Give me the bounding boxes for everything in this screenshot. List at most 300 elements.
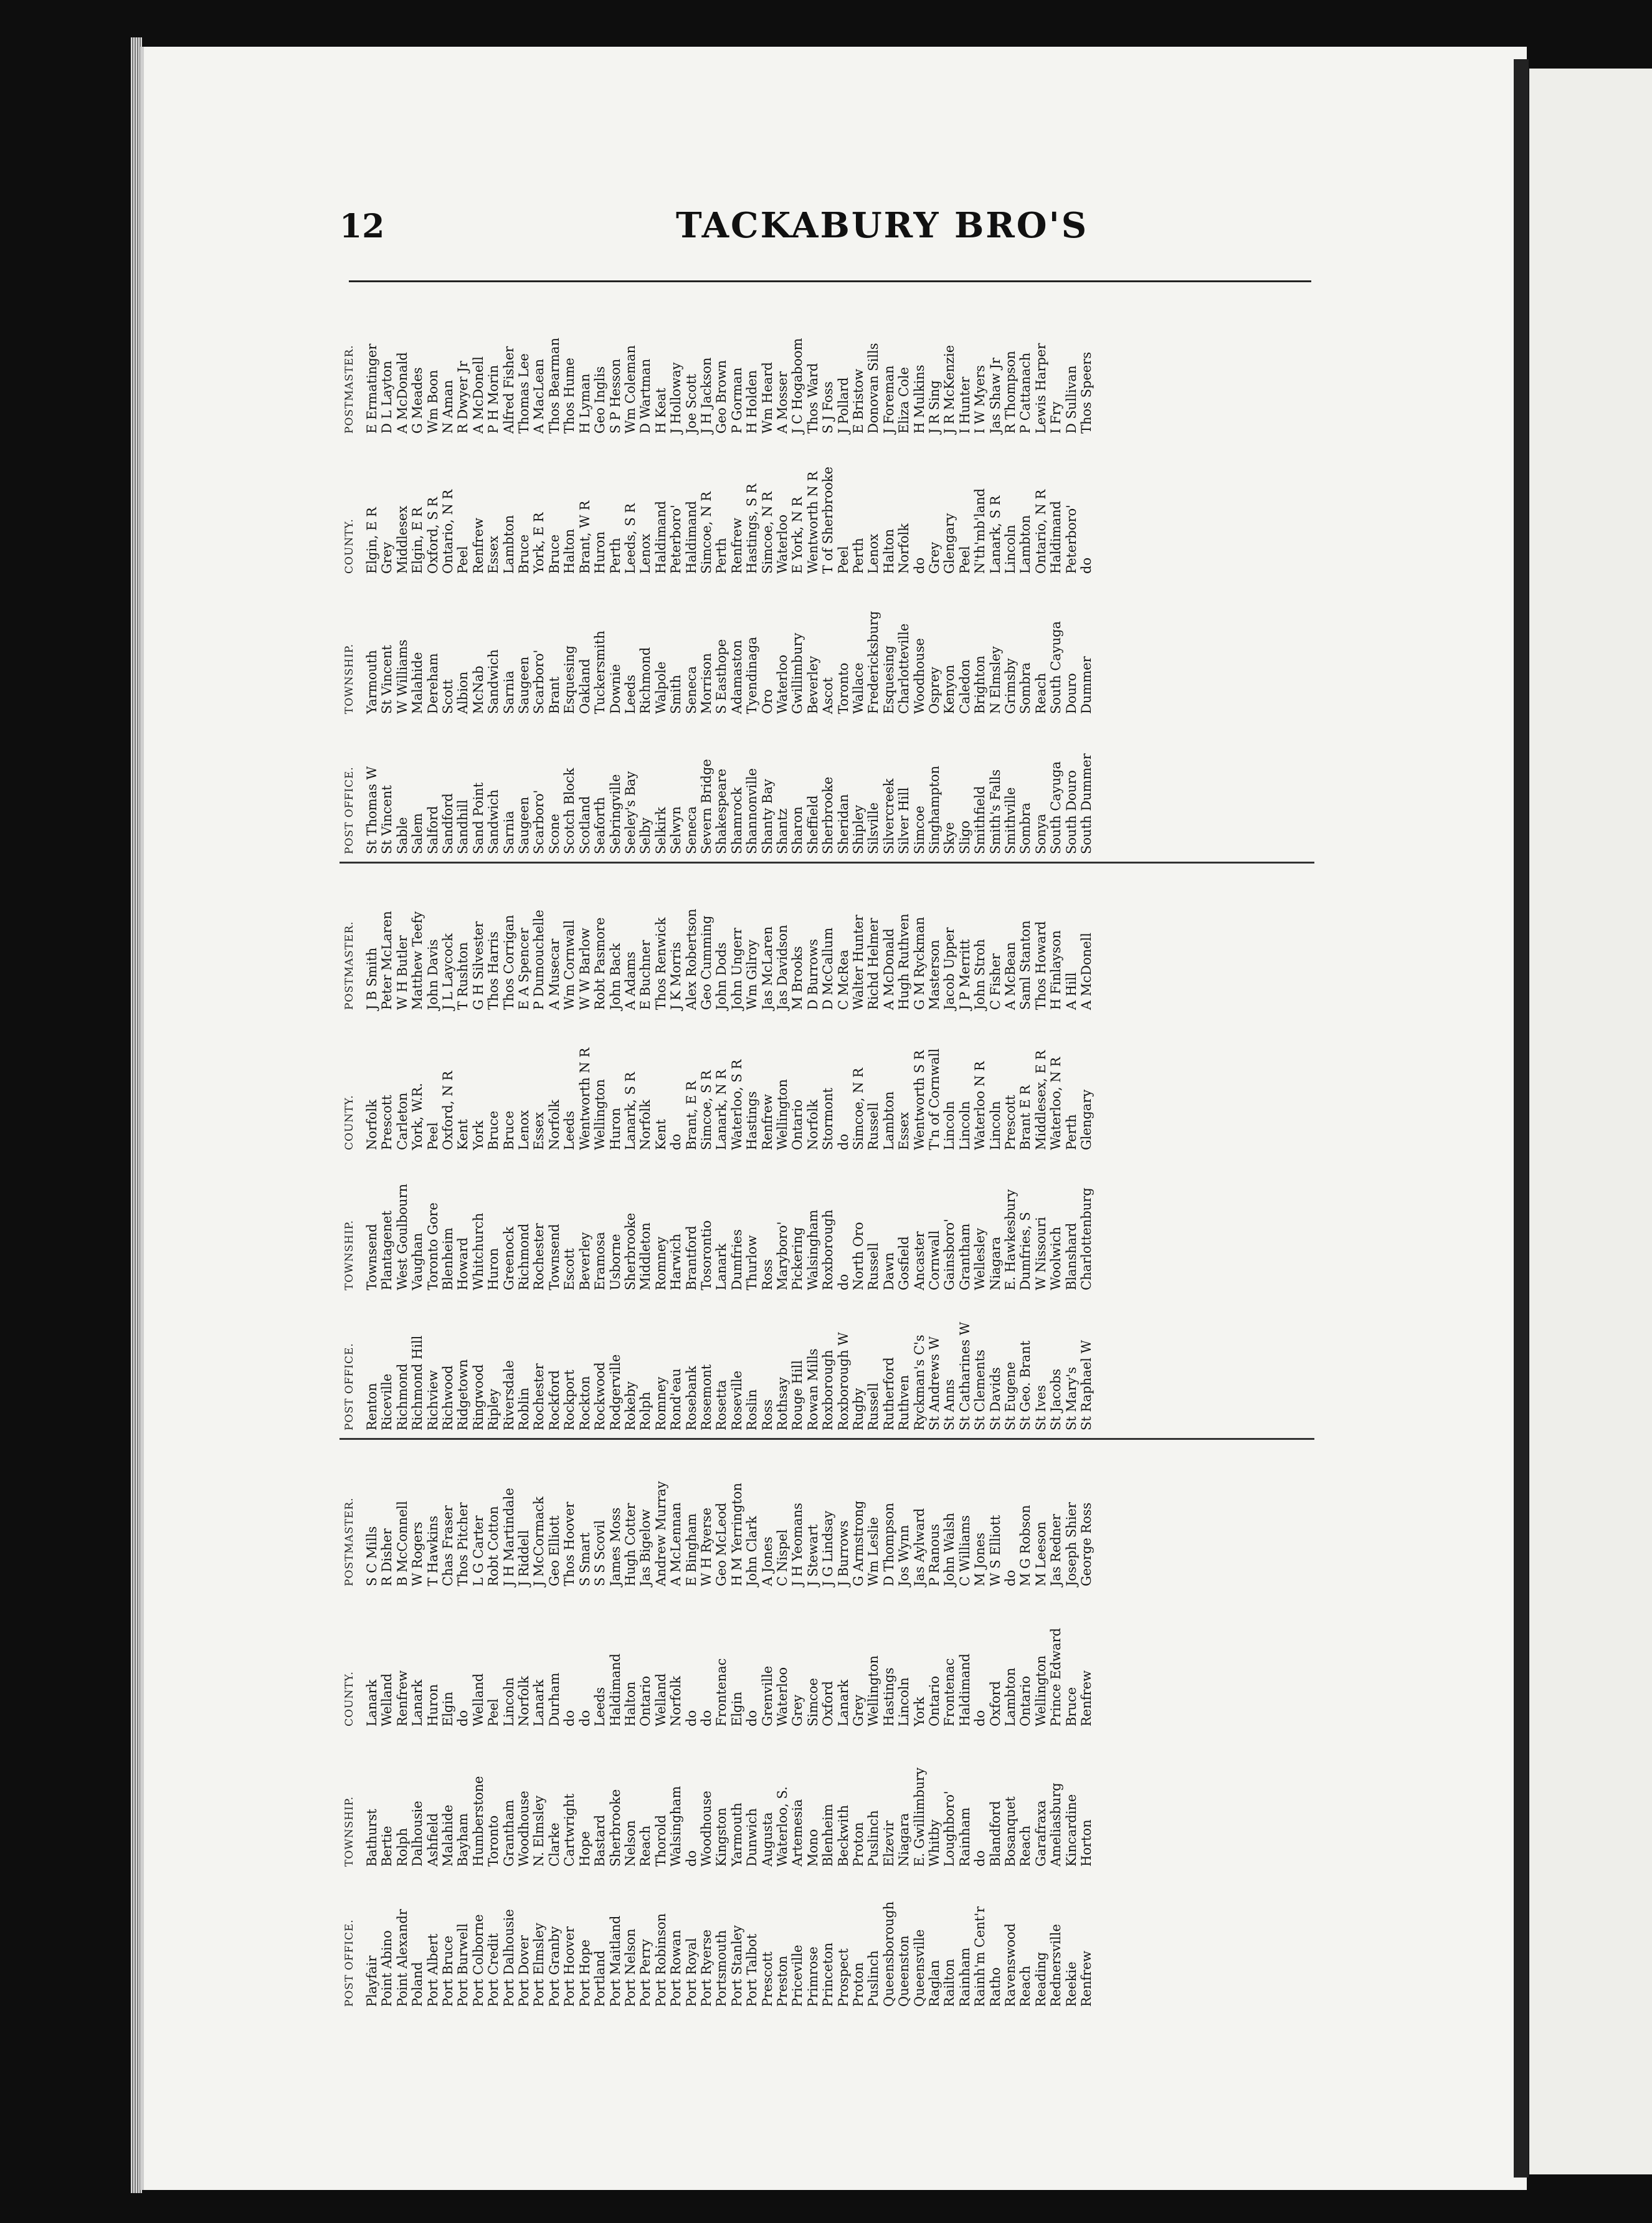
cell-postmaster: Wm Leslie	[866, 1516, 881, 1586]
table-row	[714, 1449, 729, 2009]
cell-township: Charlotteville	[896, 623, 912, 714]
book-gutter	[1514, 59, 1529, 2178]
cell-township: Horton	[1079, 1819, 1094, 1867]
table-row	[592, 296, 607, 857]
table-row	[957, 296, 972, 857]
cell-township: St Vincent	[379, 645, 395, 714]
table-row	[592, 872, 607, 1433]
cell-township: Scarboro'	[531, 649, 547, 714]
cell-post-office: Rosebank	[683, 1366, 699, 1430]
cell-township: Kincardine	[1063, 1794, 1079, 1867]
cell-postmaster: J R McKenzie	[942, 345, 957, 434]
cell-postmaster: G H Silvester	[470, 921, 486, 1010]
cell-post-office: Ridgetown	[455, 1359, 471, 1430]
cell-post-office: Rowan Mills	[805, 1348, 820, 1430]
cell-township: Rainham	[957, 1807, 972, 1867]
column-header-postmaster: POSTMASTER.	[343, 921, 356, 1010]
cell-post-office: Severn Bridge	[698, 759, 714, 854]
table-row	[608, 1449, 623, 2009]
cell-post-office: Selwyn	[668, 806, 684, 854]
cell-post-office: Port Colborne	[470, 1914, 486, 2007]
cell-post-office: Prescott	[759, 1951, 775, 2007]
cell-township: Roxborough	[820, 1209, 836, 1290]
table-row	[1018, 1449, 1033, 2009]
cell-county: Wellington	[592, 1078, 608, 1150]
cell-postmaster: H M Yerrington	[729, 1482, 744, 1586]
table-row	[851, 1449, 866, 2009]
cell-post-office: Richview	[425, 1370, 440, 1430]
table-row	[988, 1449, 1003, 2009]
cell-post-office: Reekie	[1063, 1961, 1079, 2007]
cell-post-office: Port Bruce	[440, 1935, 456, 2007]
cell-post-office: Sandford	[440, 793, 456, 854]
cell-postmaster: Andrew Murray	[653, 1481, 668, 1586]
table-row	[608, 296, 623, 857]
cell-postmaster: Thos Renwick	[653, 917, 668, 1010]
cell-post-office: Roxborough W	[835, 1332, 851, 1430]
table-row	[531, 1449, 546, 2009]
table-row	[638, 872, 653, 1433]
cell-township: Waterloo, S.	[774, 1786, 790, 1867]
cell-county: Lincoln	[896, 1677, 912, 1726]
cell-postmaster: W W Barlow	[577, 928, 592, 1010]
cell-county: Waterloo N R	[972, 1061, 988, 1150]
cell-county: Huron	[592, 531, 608, 574]
cell-postmaster: M Jones	[972, 1533, 988, 1586]
cell-county: do	[911, 557, 927, 574]
table-row	[379, 296, 394, 857]
cell-postmaster: P Ranous	[927, 1523, 942, 1586]
cell-county: Perth	[714, 538, 729, 574]
table-row	[501, 872, 516, 1433]
cell-postmaster: Hugh Cotter	[622, 1503, 638, 1586]
cell-postmaster: J H Jackson	[698, 357, 714, 434]
cell-post-office: Rockton	[577, 1376, 592, 1430]
header-rule	[349, 280, 1311, 282]
cell-township: Tyendinaga	[744, 637, 760, 714]
cell-county: York	[470, 1120, 486, 1150]
cell-county: York, E R	[531, 512, 547, 574]
cell-postmaster: Geo Brown	[714, 359, 729, 434]
cell-county: Brant E R	[1018, 1085, 1033, 1150]
table-row	[562, 296, 577, 857]
directory-table	[339, 296, 1094, 857]
cell-township: Caledon	[957, 659, 972, 714]
cell-township: Sandwich	[486, 649, 501, 714]
column-header-county: COUNTY.	[343, 1095, 356, 1150]
cell-township: Bayham	[455, 1813, 471, 1867]
table-row	[440, 296, 455, 857]
cell-county: Oxford, N R	[440, 1070, 456, 1150]
cell-post-office: Salford	[425, 806, 440, 854]
cell-postmaster: A Mosser	[774, 371, 790, 434]
cell-postmaster: Jas Shaw Jr	[987, 358, 1003, 434]
table-row	[471, 872, 486, 1433]
cell-township: Dalhousie	[410, 1801, 425, 1867]
cell-postmaster: E Ermatinger	[364, 343, 379, 434]
cell-township: North Oro	[851, 1222, 866, 1290]
cell-postmaster: R Disher	[379, 1528, 395, 1586]
cell-postmaster: J K Morris	[668, 941, 684, 1010]
table-row	[501, 1449, 516, 2009]
cell-postmaster: John Ungerr	[729, 928, 744, 1010]
cell-township: South Cayuga	[1048, 621, 1064, 714]
table-row	[410, 296, 425, 857]
cell-township: Woodhouse	[911, 638, 927, 714]
cell-county: Renfrew	[394, 1670, 410, 1726]
cell-township: Reach	[1033, 672, 1048, 714]
cell-post-office: Ratho	[987, 1967, 1003, 2007]
cell-postmaster: J P Merritt	[957, 939, 972, 1010]
cell-postmaster: J R Sing	[927, 380, 942, 434]
column-header-township: TOWNSHIP.	[343, 643, 356, 714]
cell-county: Wentworth N R	[805, 471, 820, 574]
cell-postmaster: S J Foss	[820, 381, 836, 434]
column-header-county: COUNTY.	[343, 518, 356, 574]
cell-postmaster: J McCormack	[531, 1496, 547, 1586]
cell-post-office: Sonya	[1033, 814, 1048, 854]
cell-township: Vaughan	[410, 1232, 425, 1290]
cell-postmaster: A McDonell	[470, 356, 486, 434]
cell-county: Grenville	[759, 1665, 775, 1726]
table-row	[896, 1449, 911, 2009]
table-row	[455, 1449, 470, 2009]
cell-county: York, W.R.	[410, 1083, 425, 1150]
cell-post-office: Scotland	[577, 796, 592, 854]
table-row	[516, 872, 531, 1433]
cell-township: Blanshard	[1063, 1222, 1079, 1290]
cell-county: Bruce	[486, 1110, 501, 1150]
table-row	[471, 296, 486, 857]
cell-post-office: Rockford	[546, 1370, 562, 1430]
cell-township: Howard	[455, 1237, 471, 1290]
table-row	[927, 296, 942, 857]
cell-county: do	[668, 1133, 684, 1150]
cell-county: Essex	[486, 535, 501, 574]
cell-township: do	[972, 1850, 988, 1867]
cell-postmaster: G M Ryckman	[911, 916, 927, 1010]
cell-post-office: Port Ryerse	[698, 1929, 714, 2007]
cell-county: do	[972, 1710, 988, 1726]
cell-postmaster: R Dwyer Jr	[455, 361, 471, 434]
cell-post-office: Sheffield	[805, 795, 820, 854]
table-row	[912, 296, 927, 857]
cell-post-office: Port Robinson	[653, 1913, 668, 2007]
cell-township: Sombra	[1018, 662, 1033, 714]
cell-postmaster: M G Robson	[1018, 1505, 1033, 1586]
table-row	[972, 872, 987, 1433]
cell-township: Gainsboro'	[942, 1219, 957, 1290]
cell-township: Russell	[866, 1242, 881, 1290]
cell-post-office: Reading	[1033, 1952, 1048, 2007]
table-row	[927, 872, 942, 1433]
cell-postmaster: Jas McLaren	[759, 926, 775, 1010]
cell-county: Wentworth N R	[577, 1047, 592, 1150]
table-row	[942, 872, 957, 1433]
table-row	[1079, 872, 1094, 1433]
cell-post-office: Sarnia	[501, 811, 516, 854]
table-row	[957, 1449, 972, 2009]
cell-county: Lanark	[410, 1679, 425, 1726]
cell-postmaster: E Buchner	[638, 940, 653, 1010]
cell-county: Perth	[607, 538, 623, 574]
cell-post-office: Rockport	[562, 1369, 577, 1430]
cell-post-office: Rolph	[638, 1391, 653, 1430]
table-row	[881, 1449, 896, 2009]
cell-township: Humberstone	[470, 1776, 486, 1867]
table-row	[1064, 296, 1079, 857]
cell-county: Welland	[470, 1673, 486, 1726]
page-number: 12	[339, 207, 385, 245]
cell-post-office: Seneca	[683, 806, 699, 854]
cell-postmaster: Alex Robertson	[683, 908, 699, 1010]
cell-township: Niagara	[987, 1236, 1003, 1290]
cell-county: Peterboro'	[1063, 504, 1079, 574]
cell-county: Norfolk	[896, 523, 912, 574]
cell-postmaster: D Wartman	[638, 358, 653, 434]
cell-county: Simcoe, N R	[851, 1067, 866, 1150]
cell-postmaster: Jacob Upper	[942, 927, 957, 1010]
table-row	[440, 1449, 455, 2009]
cell-post-office: St Catharines W	[957, 1321, 972, 1430]
cell-township: Ashfield	[425, 1812, 440, 1867]
cell-county: Essex	[531, 1112, 547, 1150]
cell-township: Esquesing	[881, 645, 896, 714]
cell-post-office: Sandhill	[455, 799, 471, 854]
table-row	[760, 872, 775, 1433]
cell-post-office: Port Granby	[546, 1926, 562, 2007]
table-row	[410, 872, 425, 1433]
table-row	[714, 296, 729, 857]
cell-township: Rolph	[394, 1827, 410, 1867]
cell-county: Bruce	[516, 534, 532, 574]
cell-postmaster: H Holden	[744, 369, 760, 434]
cell-postmaster: R Thompson	[1003, 351, 1018, 434]
cell-postmaster: S C Mills	[364, 1526, 379, 1586]
table-row	[1033, 872, 1048, 1433]
table-row	[805, 1449, 820, 2009]
cell-township: Maryboro'	[774, 1221, 790, 1290]
cell-county: Middlesex	[394, 505, 410, 574]
table-row	[531, 296, 546, 857]
cell-township: Adamaston	[729, 640, 744, 714]
table-row	[790, 1449, 805, 2009]
cell-county: Glengary	[942, 513, 957, 574]
cell-postmaster: Wm Boon	[425, 369, 440, 434]
cell-county: Glengary	[1079, 1089, 1094, 1150]
cell-postmaster: A McBean	[1003, 941, 1018, 1010]
cell-postmaster: P Dumouchelle	[531, 910, 547, 1010]
cell-county: Lenox	[866, 533, 881, 574]
cell-postmaster: J Holloway	[668, 362, 684, 434]
cell-postmaster: D McCallum	[820, 927, 836, 1010]
table-row	[410, 1449, 425, 2009]
cell-postmaster: J Burrows	[835, 1520, 851, 1586]
cell-county: Welland	[653, 1673, 668, 1726]
cell-post-office: St Davids	[987, 1367, 1003, 1430]
cell-postmaster: W S Elliott	[987, 1515, 1003, 1586]
cell-township: Toronto	[835, 662, 851, 714]
cell-township: Townsend	[546, 1224, 562, 1290]
cell-post-office: Renton	[364, 1383, 379, 1430]
cell-county: do	[744, 1710, 760, 1726]
cell-township: Sherbrooke	[622, 1212, 638, 1290]
cell-post-office: Port Hoover	[562, 1926, 577, 2007]
cell-post-office: St Clements	[972, 1350, 988, 1430]
cell-township: Ascot	[820, 677, 836, 714]
cell-county: Simcoe, N R	[698, 491, 714, 574]
cell-post-office: Rednersville	[1048, 1924, 1064, 2007]
column-header-township: TOWNSHIP.	[343, 1796, 356, 1867]
cell-postmaster: A McDonald	[881, 928, 896, 1010]
cell-township: Townsend	[364, 1224, 379, 1290]
cell-county: T'n of Cornwall	[927, 1048, 942, 1150]
cell-post-office: Rockwood	[592, 1362, 608, 1430]
table-row	[516, 1449, 531, 2009]
cell-post-office: Riceville	[379, 1373, 395, 1430]
cell-county: Ontario	[927, 1675, 942, 1726]
table-row	[1033, 296, 1048, 857]
table-row	[744, 296, 759, 857]
cell-post-office: St Mary's	[1063, 1367, 1079, 1430]
cell-township: Downie	[607, 664, 623, 714]
cell-township: Reach	[1018, 1825, 1033, 1867]
cell-post-office: Rainham	[957, 1947, 972, 2007]
cell-postmaster: Masterson	[927, 940, 942, 1010]
cell-township: Proton	[851, 1822, 866, 1867]
cell-township: Woodhouse	[516, 1791, 532, 1867]
cell-township: Escott	[562, 1248, 577, 1290]
cell-township: Bathurst	[364, 1809, 379, 1867]
cell-county: Ontario	[1018, 1675, 1033, 1726]
cell-township: Augusta	[759, 1812, 775, 1867]
cell-post-office: St Vincent	[379, 785, 395, 854]
cell-postmaster: N Aman	[440, 379, 456, 434]
cell-county: do	[455, 1710, 471, 1726]
table-row	[531, 872, 546, 1433]
cell-county: Waterloo	[774, 1667, 790, 1726]
table-row	[866, 296, 881, 857]
cell-post-office: Port Nelson	[622, 1928, 638, 2007]
cell-postmaster: Thos Harris	[486, 931, 501, 1010]
cell-postmaster: C McRea	[835, 950, 851, 1010]
cell-township: Lanark	[714, 1243, 729, 1290]
cell-county: Ontario	[790, 1099, 805, 1150]
cell-county: Waterloo	[774, 514, 790, 574]
cell-post-office: Sable	[394, 817, 410, 854]
cell-township: Blenheim	[440, 1227, 456, 1290]
cell-postmaster: Geo Inglis	[592, 366, 608, 434]
cell-post-office: Shamrock	[729, 787, 744, 854]
cell-county: Durham	[546, 1672, 562, 1726]
cell-county: Leeds	[592, 1687, 608, 1726]
cell-postmaster: Wm Gilroy	[744, 940, 760, 1010]
cell-township: Woolwich	[1048, 1226, 1064, 1290]
cell-township: Seneca	[683, 665, 699, 714]
cell-county: Lincoln	[942, 1101, 957, 1150]
table-row	[1048, 296, 1063, 857]
cell-postmaster: Wm Cornwall	[562, 920, 577, 1010]
cell-county: Kent	[455, 1119, 471, 1150]
cell-post-office: Ryckman's C's	[911, 1335, 927, 1430]
cell-post-office: Rodgerville	[607, 1354, 623, 1430]
table-row	[668, 872, 683, 1433]
cell-county: Peel	[486, 1698, 501, 1726]
table-row	[866, 872, 881, 1433]
table-row	[684, 296, 699, 857]
table-header-row	[339, 296, 364, 857]
cell-post-office: Sand Point	[470, 782, 486, 854]
cell-postmaster: John Davis	[425, 939, 440, 1010]
cell-county: do	[1079, 557, 1094, 574]
cell-post-office: Richwood	[440, 1365, 456, 1430]
cell-county: Huron	[425, 1683, 440, 1726]
cell-township: Beckwith	[835, 1804, 851, 1867]
cell-postmaster: Saml Stanton	[1018, 920, 1033, 1010]
cell-postmaster: A McDonell	[1079, 933, 1094, 1010]
directory-column-1	[339, 1449, 1314, 2009]
cell-postmaster: Geo Elliott	[546, 1515, 562, 1586]
table-row	[577, 872, 592, 1433]
table-row	[1018, 872, 1033, 1433]
cell-post-office: Rutherford	[881, 1357, 896, 1430]
cell-post-office: Renfrew	[1079, 1951, 1094, 2007]
cell-township: Huron	[486, 1247, 501, 1290]
table-row	[1048, 872, 1063, 1433]
table-row	[501, 296, 516, 857]
cell-county: Ontario, N R	[1033, 489, 1048, 574]
cell-township: Garafraxa	[1033, 1800, 1048, 1867]
cell-post-office: Richmond	[394, 1363, 410, 1430]
cell-post-office: Shannonville	[744, 768, 760, 854]
cell-postmaster: P Gorman	[729, 367, 744, 434]
column-header-post-office: POST OFFICE.	[343, 1343, 356, 1430]
cell-township: W Williams	[394, 639, 410, 714]
directory-column-3	[339, 296, 1314, 857]
cell-township: Bosanquet	[1003, 1796, 1018, 1867]
cell-post-office: Port Stanley	[729, 1925, 744, 2007]
cell-postmaster: George Ross	[1079, 1502, 1094, 1586]
cell-post-office: Port Rowan	[668, 1930, 684, 2007]
cell-post-office: Smithfield	[972, 786, 988, 854]
cell-post-office: Sharon	[790, 806, 805, 854]
cell-county: Wellington	[1033, 1655, 1048, 1726]
cell-post-office: Seaforth	[592, 797, 608, 854]
table-row	[729, 296, 744, 857]
table-row	[592, 1449, 607, 2009]
table-row	[699, 1449, 714, 2009]
cell-post-office: Rochester	[531, 1363, 547, 1430]
cell-county: Brant, E R	[683, 1080, 699, 1150]
directory-table	[339, 872, 1094, 1433]
table-row	[638, 1449, 653, 2009]
column-header-county: COUNTY.	[343, 1671, 356, 1726]
table-header-row	[339, 872, 364, 1433]
cell-postmaster: Thomas Lee	[516, 353, 532, 434]
cell-post-office: Port Burwell	[455, 1923, 471, 2007]
cell-postmaster: Hugh Ruthven	[896, 913, 912, 1010]
table-row	[942, 1449, 957, 2009]
cell-county: Prescott	[1003, 1095, 1018, 1150]
cell-postmaster: A Musecar	[546, 938, 562, 1010]
cell-postmaster: I Fry	[1048, 401, 1064, 434]
cell-postmaster: D Sullivan	[1063, 365, 1079, 434]
cell-township: Thurlow	[744, 1235, 760, 1290]
cell-postmaster: Thos Corrigan	[501, 915, 516, 1010]
cell-township: Oakland	[577, 659, 592, 714]
table-row	[486, 1449, 501, 2009]
column-header-post-office: POST OFFICE.	[343, 766, 356, 854]
